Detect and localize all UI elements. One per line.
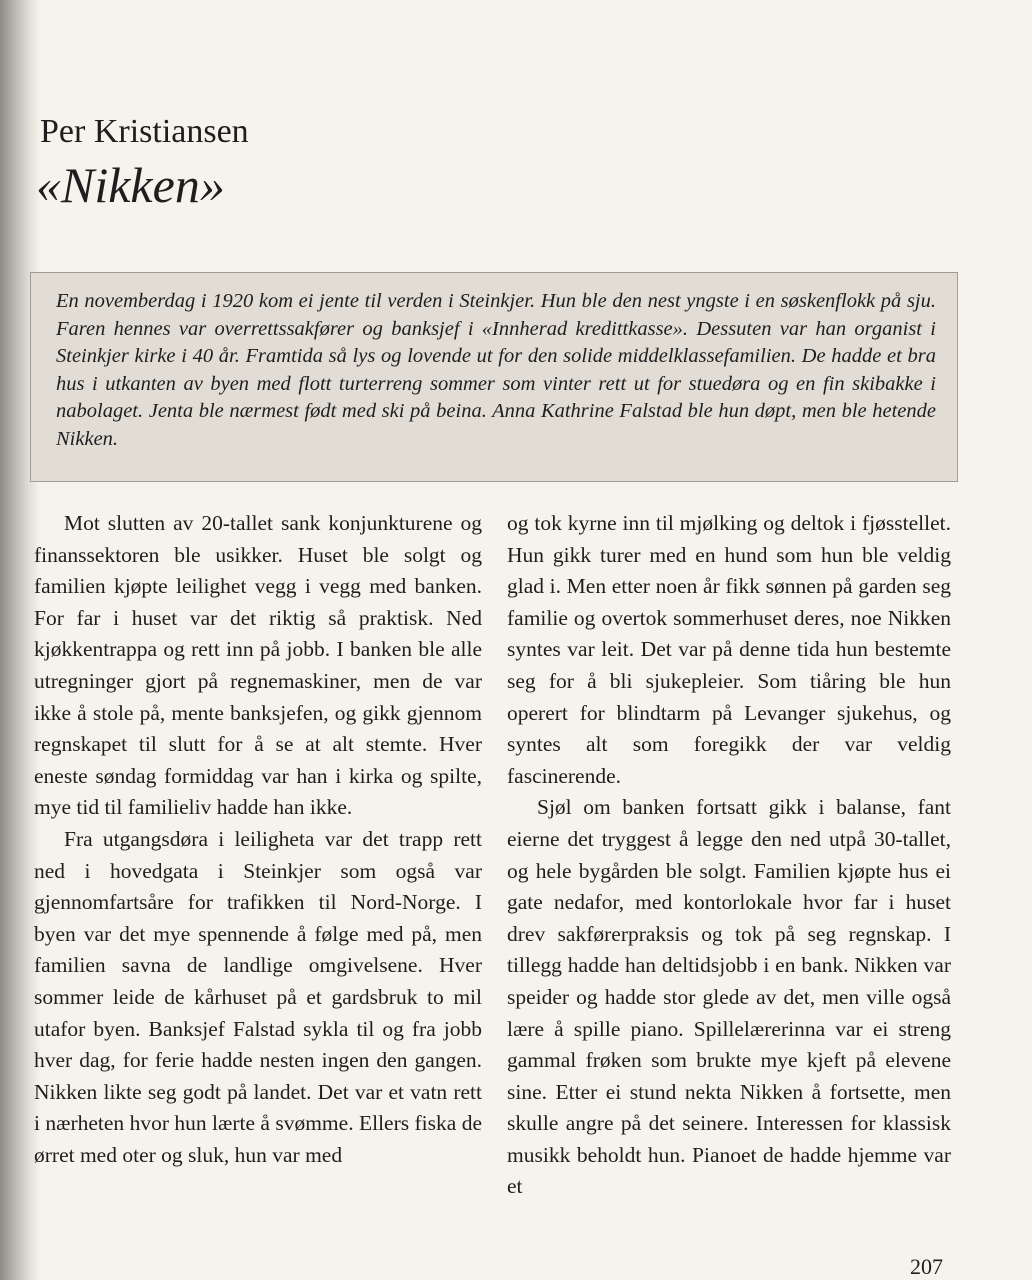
paragraph: Mot slutten av 20-tallet sank konjunkturene og finanssektoren ble usikker. Huset ble solgt og familien kjøpte leilighet vegg i vegg med banken. For far i huset var det riktig så praktisk. Ned kjøkkentrappa og rett inn på jobb. I banken ble alle utregninger gjort på regnemaskiner, men de var ikke å stole på, mente banksjefen, og gikk gjennom regnskapet til slutt for å se at alt stemte. Hver eneste søndag formiddag var han i kirka og spilte, mye tid til familieliv hadde han ikke. — [34, 511, 482, 820]
paragraph: Fra utgangsdøra i leiligheta var det trapp rett ned i hovedgata i Steinkjer som også var gjennomfartsåre for trafikken til Nord-Norge. I byen var det mye spennende å følge med på, men familien savna de landlige omgivelsene. Hver sommer leide de kårhuset på et gardsbruk to mil utafor byen. Banksjef Falstad sykla til og fra jobb hver dag, for ferie hadde nesten ingen den gangen. Nikken likte seg godt på landet. Det var et vatn rett i nærheten hvor hun lærte å svømme. Ellers fiska de ørret med oter og sluk, hun var med — [34, 826, 482, 1167]
author-name: Per Kristiansen — [40, 113, 249, 150]
chapter-title: «Nikken» — [36, 157, 225, 213]
body-column-right — [507, 508, 951, 1203]
paragraph: Sjøl om banken fortsatt gikk i balanse, fant eierne det tryggest å legge den ned utpå 30-tallet, og hele bygården ble solgt. Familien kjøpte hus ei gate nedafor, med kontorlokale hvor far i huset drev sakførerpraksis og tok på seg regnskap. I tillegg hadde han deltidsjobb i en bank. Nikken var speider og hadde stor glede av det, men ville også lære å spille piano. Spillelærerinna var ei streng gammal frøken som brukte mye kjeft på elevene sine. Etter ei stund nekta Nikken å fortsette, men skulle angre på det seinere. Interessen for klassisk musikk beholdt hun. Pianoet de hadde hjemme var et — [507, 795, 951, 1199]
page-number: 207 — [910, 1254, 943, 1279]
body-column-left — [34, 508, 482, 1171]
intro-text: En novemberdag i 1920 kom ei jente til verden i Steinkjer. Hun ble den nest yngste i en søskenflokk på sju. Faren hennes var overrettssakfører og banksjef i «Innherad kredittkasse». Dessuten var han organist i Steinkjer kirke i 40 år. Framtida så lys og lovende ut for den solide middelklassefamilien. De hadde et bra hus i utkanten av byen med flott turterreng sommer som vinter rett ut for stuedøra og en fin skibakke i nabolaget. Jenta ble nærmest født med ski på beina. Anna Kathrine Falstad ble hun døpt, men ble hetende Nikken. — [56, 290, 936, 450]
paragraph: og tok kyrne inn til mjølking og deltok i fjøsstellet. Hun gikk turer med en hund som hun ble veldig glad i. Men etter noen år fikk sønnen på garden seg familie og overtok sommerhuset deres, noe Nikken syntes var leit. Det var på denne tida hun bestemte seg for å bli sjukepleier. Som tiåring ble hun operert for blindtarm på Levanger sjukehus, og syntes alt som foregikk der var veldig fascinerende. — [507, 511, 951, 788]
